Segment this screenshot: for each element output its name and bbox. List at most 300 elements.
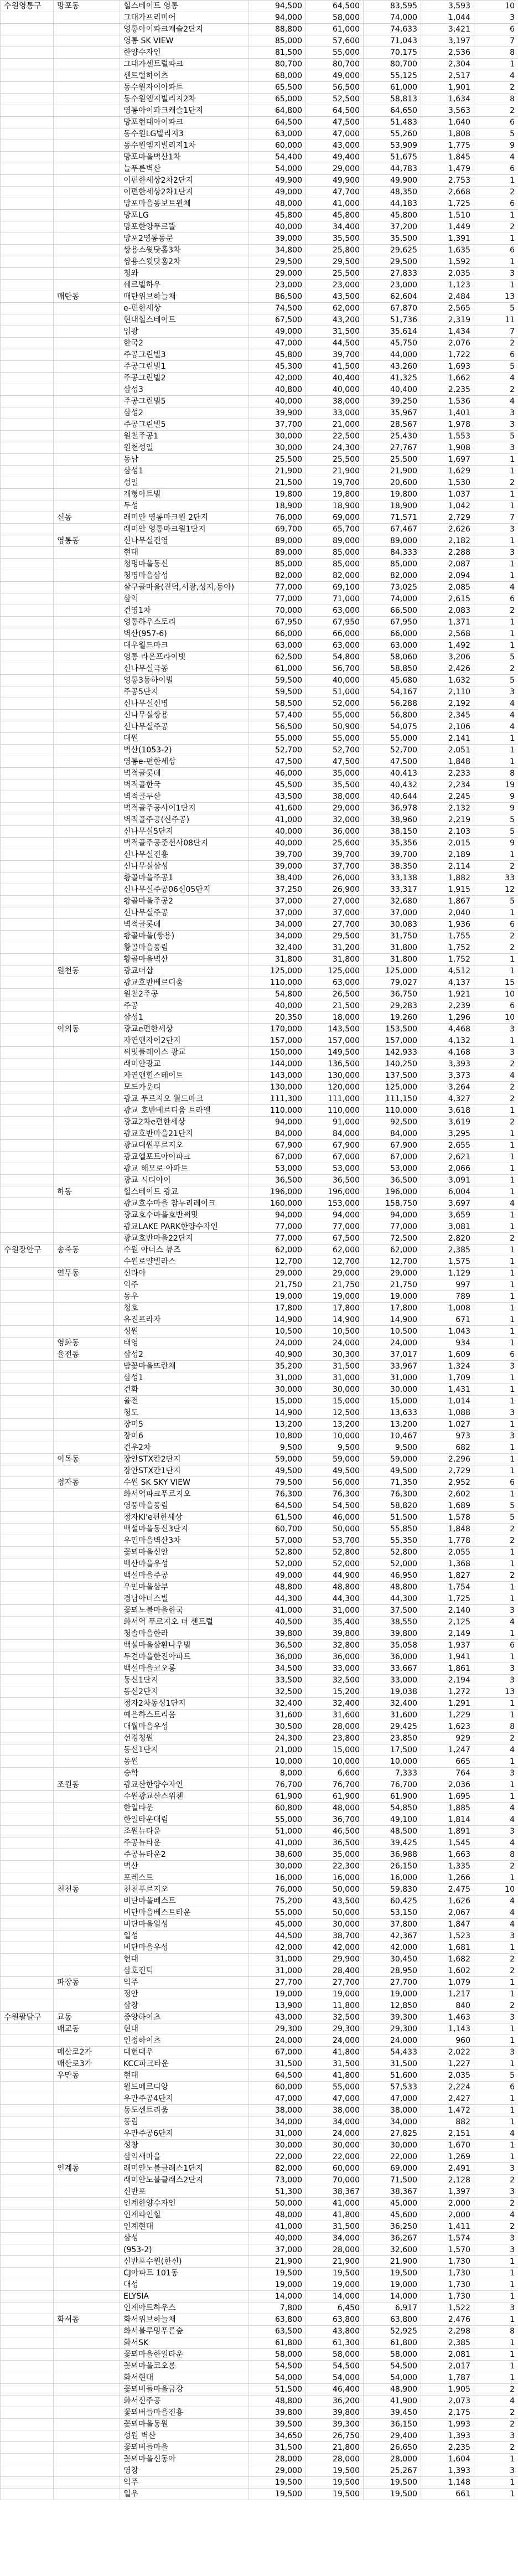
dong-cell	[54, 849, 120, 861]
complex-name-cell: 인계파인힐	[120, 2210, 248, 2221]
dong-cell	[54, 198, 120, 210]
max-price-cell: 42,000	[248, 373, 306, 384]
trade-count-cell: 1	[474, 454, 518, 466]
avg-price-cell: 51,736	[364, 314, 421, 326]
max-price-cell: 52,700	[248, 745, 306, 756]
min-price-cell: 43,800	[306, 2326, 364, 2337]
district-cell	[1, 652, 54, 663]
table-row	[1, 70, 518, 82]
price-per-pyeong-cell: 1,609	[421, 1349, 474, 1361]
district-cell	[1, 1605, 54, 1617]
district-cell	[1, 1024, 54, 1035]
price-per-pyeong-cell: 1,993	[421, 2419, 474, 2430]
avg-price-cell: 76,300	[364, 1489, 421, 1500]
trade-count-cell: 5	[474, 1512, 518, 1524]
trade-count-cell: 1	[474, 2035, 518, 2047]
dong-cell	[54, 2000, 120, 2012]
trade-count-cell: 1	[474, 1547, 518, 1558]
max-price-cell: 21,500	[248, 477, 306, 489]
trade-count-cell: 1	[474, 233, 518, 245]
min-price-cell: 61,000	[306, 24, 364, 35]
dong-cell	[54, 2175, 120, 2186]
district-cell	[1, 1431, 54, 1442]
complex-name-cell: 광교호수마을 참누리레이크	[120, 1198, 248, 1210]
avg-price-cell: 25,430	[364, 431, 421, 442]
district-cell	[1, 2326, 54, 2337]
district-cell	[1, 1547, 54, 1558]
price-per-pyeong-cell: 997	[421, 1279, 474, 1291]
avg-price-cell: 58,000	[364, 2349, 421, 2361]
dong-cell	[54, 1861, 120, 1872]
min-price-cell: 31,200	[306, 942, 364, 954]
table-row	[1, 140, 518, 152]
table-row	[1, 1535, 518, 1547]
price-per-pyeong-cell: 1,670	[421, 2140, 474, 2151]
complex-name-cell: 꽃뫼버들마을진흥	[120, 2407, 248, 2419]
avg-price-cell: 22,000	[364, 2151, 421, 2163]
price-per-pyeong-cell: 2,729	[421, 512, 474, 524]
complex-name-cell: 현대	[120, 2023, 248, 2035]
district-cell: 수원팔달구	[1, 2012, 54, 2023]
max-price-cell: 54,000	[248, 163, 306, 175]
trade-count-cell: 7	[474, 326, 518, 338]
table-row	[1, 466, 518, 477]
complex-name-cell: 한국2	[120, 338, 248, 349]
table-row	[1, 1245, 518, 1256]
min-price-cell: 10,500	[306, 1326, 364, 1338]
max-price-cell: 31,800	[248, 954, 306, 966]
complex-name-cell: 일우	[120, 2489, 248, 2500]
trade-count-cell: 1	[474, 1977, 518, 1989]
min-price-cell: 67,500	[306, 1233, 364, 1245]
avg-price-cell: 17,800	[364, 1303, 421, 1314]
complex-name-cell: 청명마을동신	[120, 559, 248, 570]
dong-cell	[54, 1279, 120, 1291]
min-price-cell: 35,000	[306, 768, 364, 779]
price-per-pyeong-cell: 2,194	[421, 1675, 474, 1686]
max-price-cell: 51,000	[248, 1826, 306, 1837]
min-price-cell: 76,700	[306, 1779, 364, 1791]
price-per-pyeong-cell: 665	[421, 1756, 474, 1768]
max-price-cell: 48,000	[248, 198, 306, 210]
trade-count-cell: 1	[474, 1140, 518, 1152]
price-per-pyeong-cell: 2,517	[421, 70, 474, 82]
avg-price-cell: 35,967	[364, 407, 421, 419]
min-price-cell: 15,200	[306, 1686, 364, 1698]
dong-cell	[54, 1512, 120, 1524]
table-row	[1, 1349, 518, 1361]
price-per-pyeong-cell: 2,067	[421, 1907, 474, 1919]
avg-price-cell: 58,813	[364, 94, 421, 105]
table-row	[1, 547, 518, 559]
avg-price-cell: 47,000	[364, 2093, 421, 2105]
min-price-cell: 89,000	[306, 535, 364, 547]
avg-price-cell: 44,000	[364, 349, 421, 361]
min-price-cell: 32,500	[306, 1675, 364, 1686]
price-per-pyeong-cell: 1,635	[421, 245, 474, 256]
district-cell	[1, 105, 54, 117]
avg-price-cell: 17,500	[364, 1744, 421, 1756]
avg-price-cell: 42,000	[364, 1942, 421, 1954]
trade-count-cell: 2	[474, 1733, 518, 1744]
complex-name-cell: 재형아트빌	[120, 489, 248, 500]
table-row	[1, 373, 518, 384]
district-cell	[1, 605, 54, 617]
complex-name-cell: 광교호반베르디움	[120, 977, 248, 989]
avg-price-cell: 39,700	[364, 849, 421, 861]
min-price-cell: 17,800	[306, 1303, 364, 1314]
dong-cell	[54, 826, 120, 838]
price-per-pyeong-cell: 1,634	[421, 94, 474, 105]
table-row	[1, 1210, 518, 1221]
complex-name-cell: 영통 라온프라이빗	[120, 652, 248, 663]
complex-name-cell: 비단마을우성	[120, 1942, 248, 1954]
max-price-cell: 64,500	[248, 2070, 306, 2082]
complex-name-cell: 센트럴하이츠	[120, 70, 248, 82]
complex-name-cell: 래미안노블클래스2단지	[120, 2175, 248, 2186]
complex-name-cell: 신나무실쌍용	[120, 710, 248, 721]
price-per-pyeong-cell: 1,037	[421, 489, 474, 500]
complex-name-cell: 망포마을벽산1차	[120, 152, 248, 163]
trade-count-cell: 6	[474, 593, 518, 605]
min-price-cell: 19,000	[306, 2279, 364, 2291]
min-price-cell: 94,000	[306, 1210, 364, 1221]
dong-cell	[54, 2186, 120, 2198]
district-cell	[1, 1233, 54, 1245]
min-price-cell: 67,900	[306, 1140, 364, 1152]
trade-count-cell: 1	[474, 1558, 518, 1570]
complex-name-cell: 인계한양수자인	[120, 2198, 248, 2210]
table-row	[1, 1396, 518, 1407]
district-cell	[1, 710, 54, 721]
table-row	[1, 1000, 518, 1012]
min-price-cell: 22,500	[306, 431, 364, 442]
price-per-pyeong-cell: 3,091	[421, 1175, 474, 1186]
district-cell	[1, 94, 54, 105]
max-price-cell: 55,000	[248, 733, 306, 745]
min-price-cell: 61,900	[306, 1791, 364, 1803]
district-cell	[1, 2256, 54, 2268]
price-per-pyeong-cell: 2,820	[421, 1233, 474, 1245]
district-cell	[1, 663, 54, 675]
complex-name-cell: 삼성1	[120, 466, 248, 477]
price-per-pyeong-cell: 1,088	[421, 1407, 474, 1419]
price-per-pyeong-cell: 960	[421, 2035, 474, 2047]
avg-price-cell: 30,083	[364, 919, 421, 931]
price-per-pyeong-cell: 2,189	[421, 849, 474, 861]
complex-name-cell: 동수원자이아파트	[120, 82, 248, 94]
min-price-cell: 25,500	[306, 454, 364, 466]
price-per-pyeong-cell: 2,668	[421, 187, 474, 198]
complex-name-cell: 동원	[120, 1756, 248, 1768]
avg-price-cell: 29,425	[364, 1721, 421, 1733]
min-price-cell: 35,500	[306, 779, 364, 791]
trade-count-cell: 1	[474, 2314, 518, 2326]
table-row	[1, 2210, 518, 2221]
district-cell	[1, 1686, 54, 1698]
district-cell	[1, 1279, 54, 1291]
max-price-cell: 86,500	[248, 291, 306, 303]
trade-count-cell: 1	[474, 1779, 518, 1791]
complex-name-cell: 벽적골주공준선사08단지	[120, 838, 248, 849]
trade-count-cell: 1	[474, 1419, 518, 1431]
avg-price-cell: 45,750	[364, 338, 421, 349]
trade-count-cell: 1	[474, 2268, 518, 2279]
complex-name-cell: 화서신주공	[120, 2396, 248, 2407]
price-per-pyeong-cell: 2,085	[421, 582, 474, 593]
price-per-pyeong-cell: 3,563	[421, 105, 474, 117]
district-cell	[1, 1500, 54, 1512]
max-price-cell: 79,500	[248, 1477, 306, 1489]
avg-price-cell: 44,183	[364, 198, 421, 210]
price-per-pyeong-cell: 1,578	[421, 1512, 474, 1524]
min-price-cell: 49,400	[306, 152, 364, 163]
dong-cell	[54, 2210, 120, 2221]
min-price-cell: 36,000	[306, 826, 364, 838]
max-price-cell: 10,500	[248, 1326, 306, 1338]
trade-count-cell: 10	[474, 1884, 518, 1896]
district-cell	[1, 2279, 54, 2291]
max-price-cell: 81,500	[248, 47, 306, 59]
table-row	[1, 1454, 518, 1465]
table-row	[1, 2047, 518, 2058]
avg-price-cell: 39,800	[364, 1628, 421, 1640]
avg-price-cell: 29,283	[364, 1000, 421, 1012]
trade-count-cell: 1	[474, 966, 518, 977]
price-per-pyeong-cell: 1,787	[421, 2372, 474, 2384]
min-price-cell: 31,000	[306, 1605, 364, 1617]
price-per-pyeong-cell: 3,593	[421, 1, 474, 12]
min-price-cell: 42,000	[306, 1942, 364, 1954]
min-price-cell: 58,000	[306, 2349, 364, 2361]
district-cell	[1, 2163, 54, 2175]
price-per-pyeong-cell: 1,335	[421, 1861, 474, 1872]
price-per-pyeong-cell: 1,623	[421, 1721, 474, 1733]
max-price-cell: 15,000	[248, 1396, 306, 1407]
max-price-cell: 10,000	[248, 1756, 306, 1768]
avg-price-cell: 54,167	[364, 686, 421, 698]
price-per-pyeong-cell: 2,426	[421, 663, 474, 675]
max-price-cell: 35,200	[248, 1361, 306, 1372]
complex-name-cell: 벽적골롯데	[120, 768, 248, 779]
max-price-cell: 9,500	[248, 1442, 306, 1454]
district-cell	[1, 233, 54, 245]
district-cell	[1, 245, 54, 256]
max-price-cell: 29,000	[248, 1268, 306, 1279]
price-per-pyeong-cell: 3,197	[421, 35, 474, 47]
trade-count-cell: 2	[474, 2175, 518, 2186]
complex-name-cell: 꽃뫼마을신동아	[120, 2454, 248, 2465]
max-price-cell: 31,000	[248, 1965, 306, 1977]
complex-name-cell: 자연앤힐스테이트	[120, 1070, 248, 1082]
table-row	[1, 2128, 518, 2140]
district-cell	[1, 559, 54, 570]
avg-price-cell: 36,250	[364, 2221, 421, 2233]
min-price-cell: 6,600	[306, 1768, 364, 1779]
table-row	[1, 1896, 518, 1907]
avg-price-cell: 19,000	[364, 1989, 421, 2000]
dong-cell: 매교동	[54, 2023, 120, 2035]
table-row	[1, 1849, 518, 1861]
dong-cell	[54, 1175, 120, 1186]
district-cell	[1, 1826, 54, 1837]
trade-count-cell: 1	[474, 1698, 518, 1710]
dong-cell	[54, 477, 120, 489]
price-per-pyeong-cell: 2,245	[421, 791, 474, 803]
district-cell	[1, 2070, 54, 2082]
price-per-pyeong-cell: 1,492	[421, 640, 474, 652]
table-row	[1, 1233, 518, 1245]
min-price-cell: 30,300	[306, 1349, 364, 1361]
avg-price-cell: 157,000	[364, 1035, 421, 1047]
complex-name-cell: 우민마을벽산3차	[120, 1535, 248, 1547]
trade-count-cell: 3	[474, 2186, 518, 2198]
district-cell	[1, 1535, 54, 1547]
price-per-pyeong-cell: 3,619	[421, 1117, 474, 1128]
complex-name-cell: 신나무실신명	[120, 698, 248, 710]
trade-count-cell: 1	[474, 2361, 518, 2372]
table-row	[1, 2372, 518, 2384]
max-price-cell: 59,500	[248, 675, 306, 686]
avg-price-cell: 33,000	[364, 1675, 421, 1686]
dong-cell: 이목동	[54, 1454, 120, 1465]
table-row	[1, 2361, 518, 2372]
max-price-cell: 56,500	[248, 721, 306, 733]
dong-cell	[54, 1756, 120, 1768]
price-per-pyeong-cell: 4,327	[421, 1093, 474, 1105]
dong-cell	[54, 582, 120, 593]
table-row	[1, 500, 518, 512]
avg-price-cell: 35,614	[364, 326, 421, 338]
max-price-cell: 88,800	[248, 24, 306, 35]
max-price-cell: 31,500	[248, 2058, 306, 2070]
table-row	[1, 35, 518, 47]
trade-count-cell: 6	[474, 1640, 518, 1651]
trade-count-cell: 3	[474, 2047, 518, 2058]
district-cell	[1, 977, 54, 989]
min-price-cell: 29,300	[306, 2023, 364, 2035]
avg-price-cell: 29,400	[364, 2430, 421, 2442]
dong-cell: 이의동	[54, 1024, 120, 1035]
max-price-cell: 12,700	[248, 1256, 306, 1268]
min-price-cell: 54,000	[306, 2372, 364, 2384]
district-cell	[1, 2361, 54, 2372]
price-per-pyeong-cell: 2,568	[421, 628, 474, 640]
dong-cell	[54, 1954, 120, 1965]
max-price-cell: 65,500	[248, 82, 306, 94]
max-price-cell: 67,950	[248, 617, 306, 628]
district-cell	[1, 2477, 54, 2489]
min-price-cell: 157,000	[306, 1035, 364, 1047]
table-row	[1, 989, 518, 1000]
max-price-cell: 45,500	[248, 779, 306, 791]
avg-price-cell: 16,000	[364, 1872, 421, 1884]
max-price-cell: 30,000	[248, 1861, 306, 1872]
dong-cell	[54, 24, 120, 35]
max-price-cell: 34,000	[248, 2116, 306, 2128]
table-row	[1, 1198, 518, 1210]
table-row	[1, 1175, 518, 1186]
avg-price-cell: 13,633	[364, 1407, 421, 1419]
table-row	[1, 2175, 518, 2186]
price-per-pyeong-cell: 2,239	[421, 1000, 474, 1012]
trade-count-cell: 2	[474, 1082, 518, 1093]
trade-count-cell: 3	[474, 12, 518, 24]
max-price-cell: 58,500	[248, 698, 306, 710]
max-price-cell: 85,000	[248, 559, 306, 570]
price-per-pyeong-cell: 1,324	[421, 1361, 474, 1372]
min-price-cell: 49,000	[306, 70, 364, 82]
avg-price-cell: 38,000	[364, 2105, 421, 2116]
avg-price-cell: 20,600	[364, 477, 421, 489]
dong-cell	[54, 1059, 120, 1070]
complex-name-cell: 이편한세상2차2단지	[120, 175, 248, 187]
district-cell	[1, 1256, 54, 1268]
table-row	[1, 745, 518, 756]
min-price-cell: 24,000	[306, 1338, 364, 1349]
table-row	[1, 605, 518, 617]
trade-count-cell: 1	[474, 1651, 518, 1663]
avg-price-cell: 37,200	[364, 221, 421, 233]
dong-cell	[54, 663, 120, 675]
trade-count-cell: 3	[474, 2163, 518, 2175]
district-cell	[1, 907, 54, 919]
price-per-pyeong-cell: 1,229	[421, 1710, 474, 1721]
avg-price-cell: 125,000	[364, 966, 421, 977]
district-cell	[1, 2000, 54, 2012]
district-cell	[1, 1791, 54, 1803]
table-row	[1, 1675, 518, 1686]
table-row	[1, 559, 518, 570]
district-cell	[1, 1326, 54, 1338]
price-per-pyeong-cell: 2,615	[421, 593, 474, 605]
table-row	[1, 2140, 518, 2151]
table-row	[1, 384, 518, 396]
min-price-cell: 35,500	[306, 233, 364, 245]
avg-price-cell: 31,500	[364, 2058, 421, 2070]
trade-count-cell: 5	[474, 2070, 518, 2082]
price-per-pyeong-cell: 1,143	[421, 2023, 474, 2035]
dong-cell	[54, 1803, 120, 1814]
district-cell	[1, 1744, 54, 1756]
dong-cell	[54, 617, 120, 628]
trade-count-cell: 4	[474, 1896, 518, 1907]
dong-cell	[54, 268, 120, 280]
complex-name-cell: 영통3동하이빌	[120, 675, 248, 686]
complex-name-cell: 벽적골두산	[120, 791, 248, 803]
max-price-cell: 60,700	[248, 1524, 306, 1535]
district-cell	[1, 12, 54, 24]
table-row	[1, 1989, 518, 2000]
trade-count-cell: 19	[474, 779, 518, 791]
avg-price-cell: 58,820	[364, 1500, 421, 1512]
complex-name-cell: 대월마을우성	[120, 1721, 248, 1733]
table-row	[1, 1651, 518, 1663]
max-price-cell: 42,000	[248, 1942, 306, 1954]
price-per-pyeong-cell: 1,401	[421, 407, 474, 419]
table-row	[1, 2442, 518, 2454]
dong-cell	[54, 280, 120, 291]
table-row	[1, 1837, 518, 1849]
min-price-cell: 43,500	[306, 1896, 364, 1907]
max-price-cell: 19,500	[248, 2268, 306, 2279]
max-price-cell: 74,500	[248, 303, 306, 314]
trade-count-cell: 1	[474, 1872, 518, 1884]
max-price-cell: 89,000	[248, 535, 306, 547]
avg-price-cell: 36,988	[364, 1849, 421, 1861]
price-per-pyeong-cell: 1,725	[421, 1593, 474, 1605]
max-price-cell: 13,900	[248, 2000, 306, 2012]
